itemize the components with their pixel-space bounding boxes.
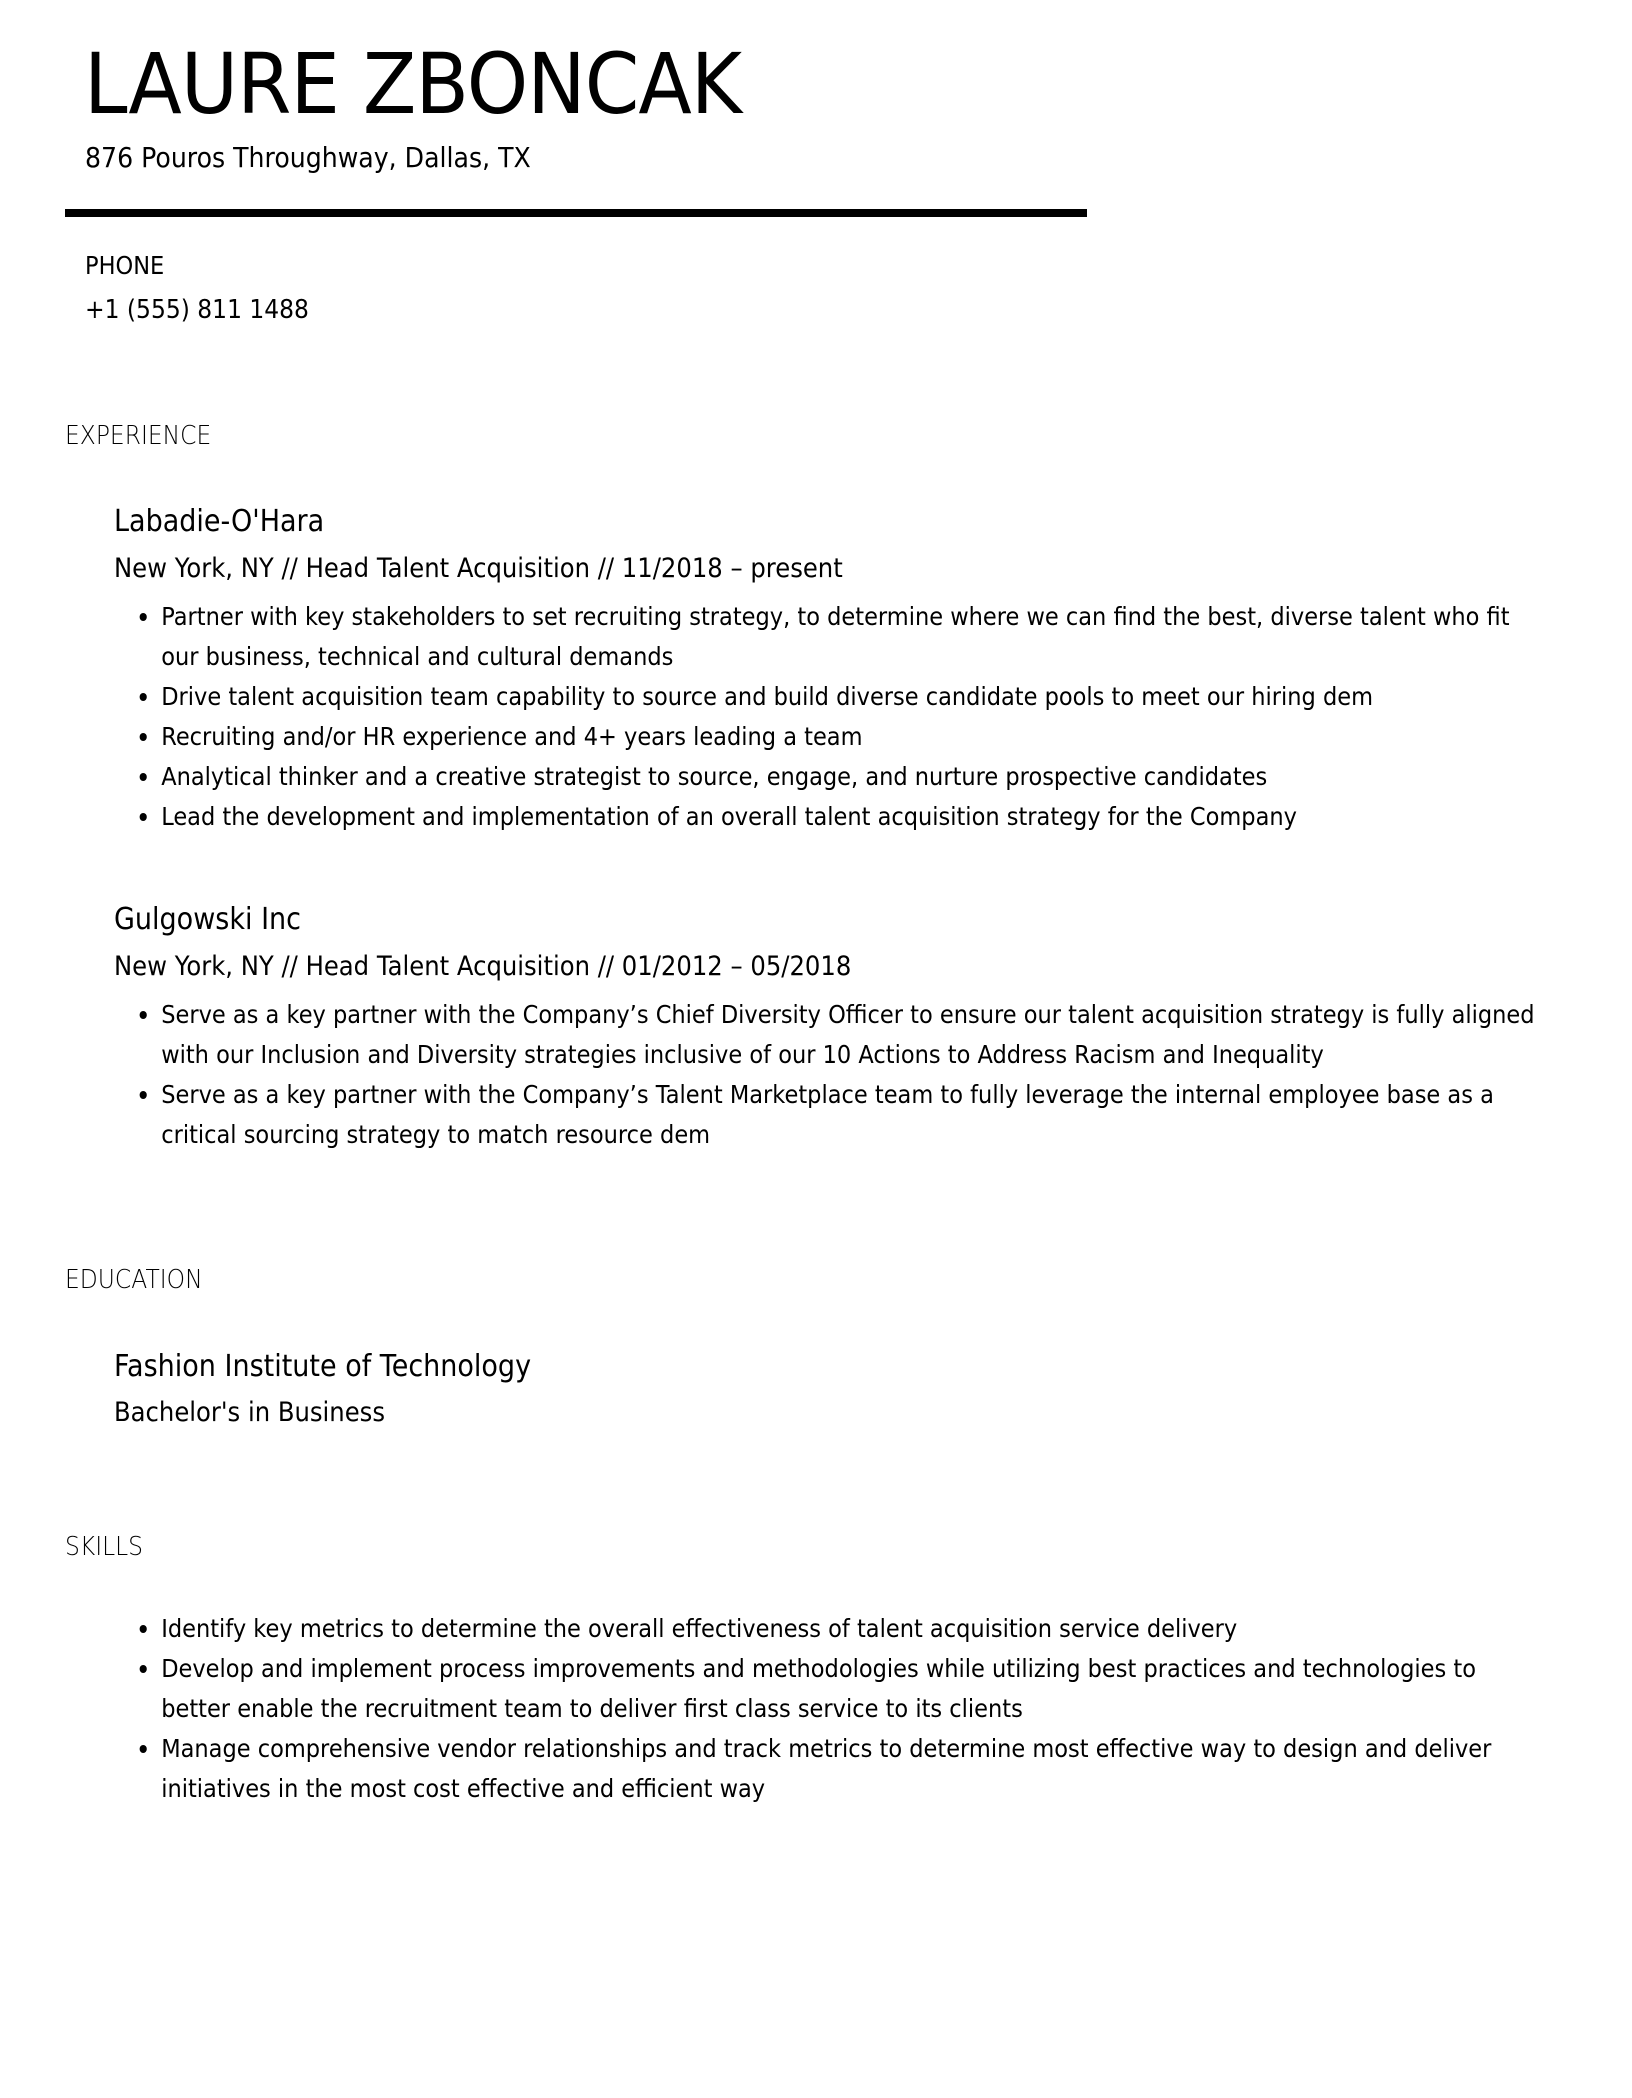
bullet-icon [140, 613, 147, 621]
bullet-icon [140, 1625, 147, 1633]
job-bullet [136, 995, 1540, 1075]
bullet-icon [140, 813, 147, 821]
job-bullet-list [136, 597, 1540, 837]
bullet-icon [140, 773, 147, 781]
bullet-icon [140, 1011, 147, 1019]
bullet-icon [140, 693, 147, 701]
job-bullet-text: Recruiting and/or HR experience and 4+ years leading a team [161, 722, 863, 751]
job-bullet-text: Serve as a key partner with the Company’s Chief Diversity Officer to ensure our talent acquisition strategy is fully aligned with our Inclusion and Diversity strategies inclusive of our 10 Actions to Address Racism and Inequality [161, 1000, 1535, 1069]
experience-heading: EXPERIENCE [65, 421, 212, 451]
skill-bullet-text: Manage comprehensive vendor relationships and track metrics to determine most effective way to design and deliver initiatives in the most cost effective and efficient way [161, 1734, 1492, 1803]
job-bullet [136, 757, 1540, 797]
job-bullet [136, 677, 1540, 717]
candidate-address: 876 Pouros Throughway, Dallas, TX [85, 141, 531, 174]
header-divider [65, 209, 1087, 217]
phone-value: +1 (555) 811 1488 [85, 295, 309, 325]
job-bullet [136, 717, 1540, 757]
skill-bullet [136, 1729, 1540, 1809]
job-bullet-text: Drive talent acquisition team capability to source and build diverse candidate pools to meet our hiring dem [161, 682, 1374, 711]
skill-bullet [136, 1609, 1540, 1649]
bullet-icon [140, 1091, 147, 1099]
skill-bullet [136, 1649, 1540, 1729]
job-bullet [136, 597, 1540, 677]
skill-bullet-text: Identify key metrics to determine the overall effectiveness of talent acquisition service delivery [161, 1614, 1238, 1643]
job-bullet-text: Partner with key stakeholders to set recruiting strategy, to determine where we can find the best, diverse talent who fit our business, technical and cultural demands [161, 602, 1510, 671]
skills-heading: SKILLS [65, 1532, 144, 1562]
phone-label: PHONE [85, 251, 165, 280]
candidate-name: LAURE ZBONCAK [84, 35, 742, 133]
job-bullet [136, 797, 1540, 837]
job-subtitle: New York, NY // Head Talent Acquisition // 01/2012 – 05/2018 [114, 951, 852, 982]
job-bullet-list [136, 995, 1540, 1155]
job-bullet [136, 1075, 1540, 1155]
job-bullet-text: Lead the development and implementation of an overall talent acquisition strategy for the Company [161, 802, 1297, 831]
school-name: Fashion Institute of Technology [114, 1349, 532, 1384]
job-bullet-text: Analytical thinker and a creative strategist to source, engage, and nurture prospective candidates [161, 762, 1268, 791]
bullet-icon [140, 733, 147, 741]
bullet-icon [140, 1665, 147, 1673]
job-company: Gulgowski Inc [114, 902, 301, 937]
education-heading: EDUCATION [65, 1265, 203, 1295]
skills-bullet-list [136, 1609, 1540, 1809]
job-subtitle: New York, NY // Head Talent Acquisition // 11/2018 – present [114, 553, 843, 584]
job-company: Labadie-O'Hara [114, 504, 325, 539]
job-bullet-text: Serve as a key partner with the Company’s Talent Marketplace team to fully leverage the internal employee base as a critical sourcing strategy to match resource dem [161, 1080, 1494, 1149]
skill-bullet-text: Develop and implement process improvements and methodologies while utilizing best practices and technologies to better enable the recruitment team to deliver first class service to its clients [161, 1654, 1476, 1723]
degree: Bachelor's in Business [114, 1397, 385, 1428]
bullet-icon [140, 1745, 147, 1753]
